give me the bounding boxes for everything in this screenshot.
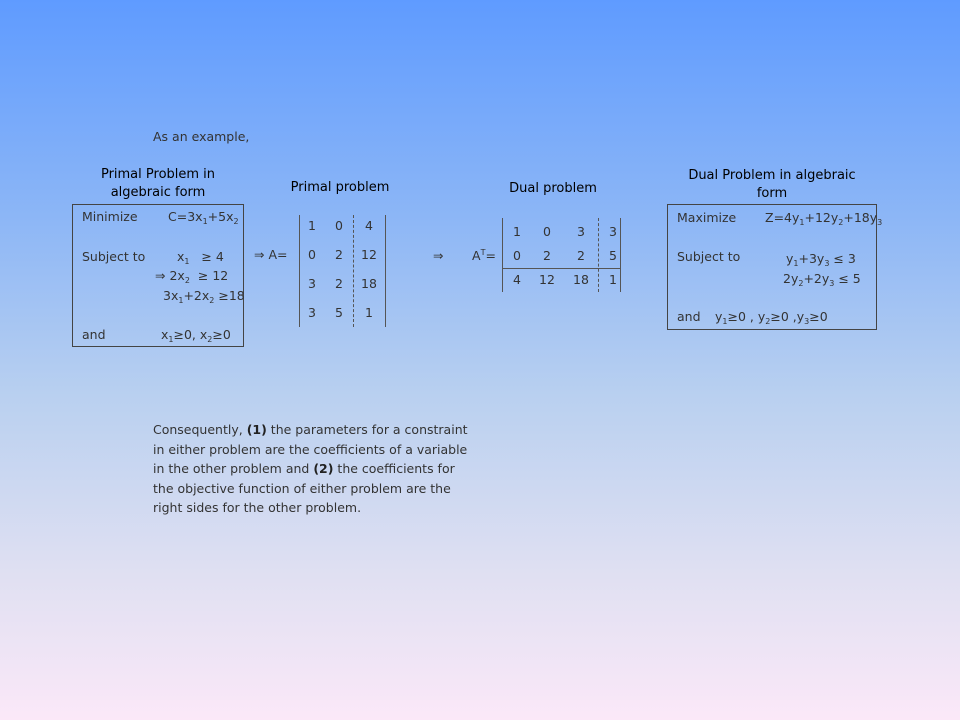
matrix-cell: 0	[308, 247, 316, 262]
matrix-cell: 12	[539, 272, 555, 287]
intro-text: As an example,	[153, 129, 250, 144]
primal-constraint-1: $x_1$ ≥ 4	[177, 249, 224, 266]
conclusion-paragraph	[153, 420, 468, 518]
implies-arrow-icon: ⇒	[155, 268, 166, 283]
matrix-cell: 18	[361, 276, 377, 291]
matrix-cell: 3	[308, 276, 316, 291]
dual-matrix-prefix: $A^T=$	[472, 248, 496, 263]
matrix-cell: 5	[609, 248, 617, 263]
conclusion-line-1: Consequently, (1) the parameters for a constraint	[153, 422, 468, 437]
subject-to-label: Subject to	[82, 249, 146, 264]
matrix-cell: 1	[609, 272, 617, 287]
and-label: and	[82, 327, 106, 342]
matrix-cell: 0	[335, 218, 343, 233]
conclusion-line-3: in the other problem and (2) the coefficients for	[153, 461, 455, 476]
matrix-cell: 5	[335, 305, 343, 320]
conclusion-line-4: the objective function of either problem are the	[153, 480, 451, 496]
matrix-cell: 4	[365, 218, 373, 233]
primal-constraint-3: $3x_1+2x_2 \ge 18$	[163, 288, 245, 305]
matrix-cell: 2	[577, 248, 585, 263]
primal-algebraic-header	[72, 166, 244, 202]
minimize-label: Minimize	[82, 209, 138, 224]
dual-algebraic-header-line2: form	[756, 186, 788, 201]
matrix-cell: 1	[308, 218, 316, 233]
matrix-cell: 4	[513, 272, 521, 287]
conclusion-line-2: in either problem are the coefficients of a variable	[153, 441, 468, 457]
matrix-cell: 3	[609, 224, 617, 239]
dual-matrix-header: Dual problem	[509, 181, 597, 196]
primal-nonnegativity: $x_1\ge 0$, $x_2\ge 0$	[161, 327, 231, 344]
matrix-cell: 3	[577, 224, 585, 239]
primal-constraint-2: ⇒ $2x_2 \ge 12$	[155, 268, 229, 285]
dual-algebraic-box	[667, 204, 883, 330]
dual-objective: $Z=4y_1+12y_2+18y_3$	[765, 210, 883, 227]
primal-matrix-right-bar	[385, 215, 386, 327]
dual-constraint-2: $2y_2+2y_3 \le 5$	[783, 271, 861, 288]
primal-matrix-prefix: ⇒ A=	[254, 247, 288, 262]
dual-nonnegativity: $y_1\ge 0$ , $y_2\ge 0$ $,y_3\ge 0$	[715, 309, 828, 326]
matrix-cell: 0	[513, 248, 521, 263]
matrix-cell: 0	[543, 224, 551, 239]
matrix-cell: 2	[335, 247, 343, 262]
matrix-cell: 12	[361, 247, 377, 262]
primal-matrix-header: Primal problem	[290, 180, 390, 195]
matrix-cell: 3	[308, 305, 316, 320]
primal-objective: $C=3x_1+5x_2$	[168, 209, 239, 226]
dual-matrix-row-divider	[502, 268, 620, 269]
matrix-cell: 1	[365, 305, 373, 320]
primal-algebraic-header-line1: Primal Problem in	[100, 167, 216, 182]
dual-matrix-arrow-icon: ⇒	[433, 248, 444, 263]
dual-algebraic-header-line1: Dual Problem in algebraic	[688, 168, 856, 183]
implies-arrow-icon: ⇒	[254, 247, 265, 262]
dual-constraint-1: $y_1+3y_3 \le 3$	[786, 251, 856, 268]
primal-algebraic-box	[72, 204, 244, 347]
dual-and-label: and	[677, 309, 701, 324]
matrix-cell: 2	[543, 248, 551, 263]
conclusion-line-5: right sides for the other problem.	[153, 500, 362, 515]
dual-subject-to-label: Subject to	[677, 249, 741, 264]
matrix-cell: 1	[513, 224, 521, 239]
matrix-cell: 2	[335, 276, 343, 291]
dual-algebraic-header	[667, 167, 877, 203]
matrix-cell: 18	[573, 272, 589, 287]
primal-algebraic-header-line2: algebraic form	[110, 185, 206, 200]
maximize-label: Maximize	[677, 210, 737, 225]
